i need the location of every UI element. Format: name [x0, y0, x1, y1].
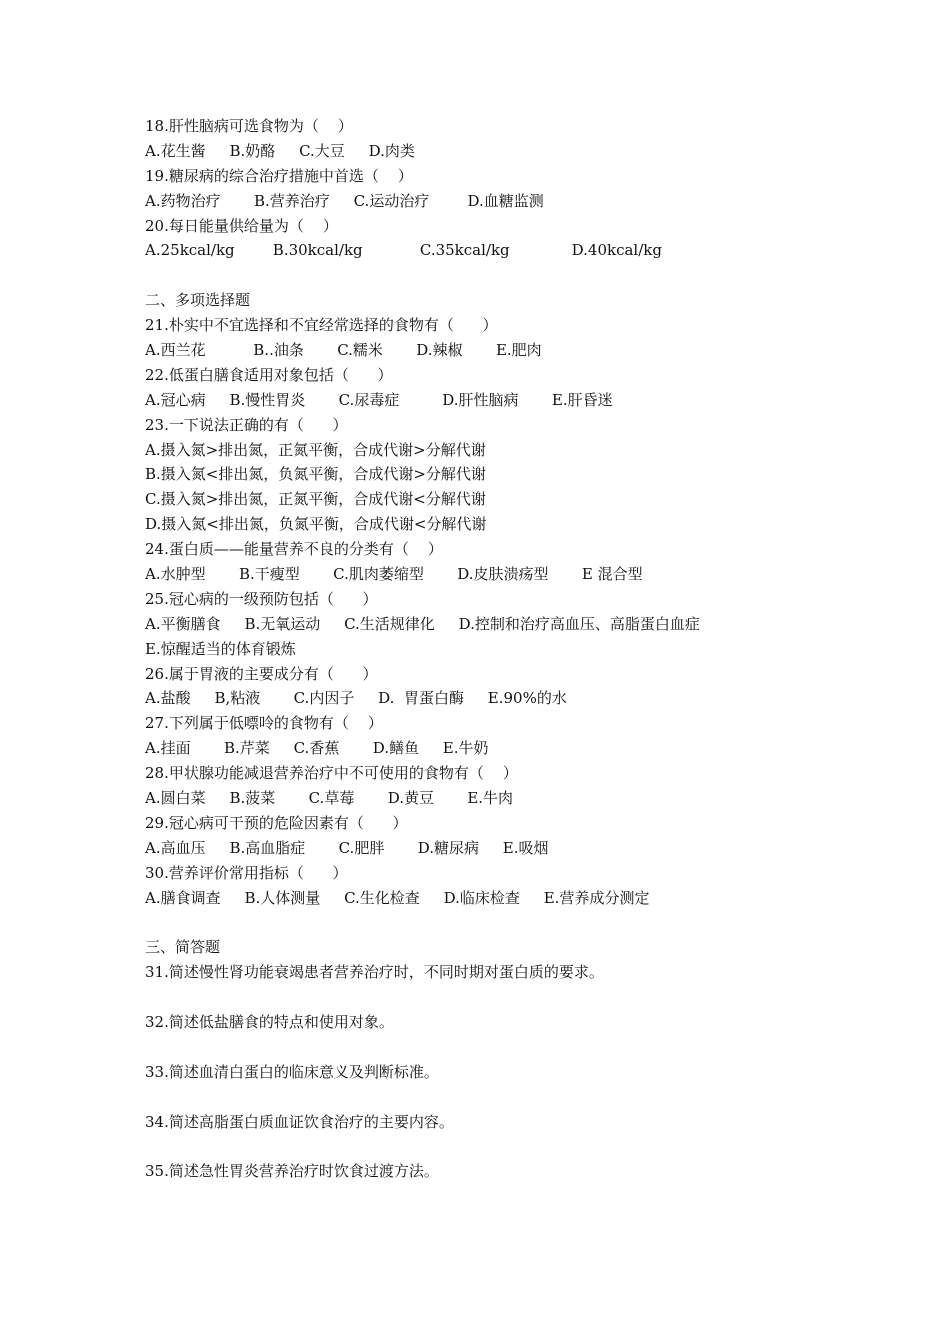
text-line: A.摄入氮>排出氮，正氮平衡，合成代谢>分解代谢	[145, 440, 486, 459]
text-line: 34.简述高脂蛋白质血证饮食治疗的主要内容。	[145, 1112, 454, 1131]
text-line: A.25kcal/kg B.30kcal/kg C.35kcal/kg D.40kcal/kg	[145, 241, 662, 260]
text-line: 32.简述低盐膳食的特点和使用对象。	[145, 1013, 394, 1032]
text-line: 35.简述急性胃炎营养治疗时饮食过渡方法。	[145, 1162, 439, 1181]
blank-line	[145, 1085, 845, 1110]
text-line: D.摄入氮<排出氮，负氮平衡，合成代谢<分解代谢	[145, 515, 487, 534]
text-line: 三、简答题	[145, 938, 221, 957]
text-line: 33.简述血清白蛋白的临床意义及判断标准。	[145, 1062, 439, 1081]
text-line: 23.一下说法正确的有（ ）	[145, 415, 348, 434]
document-page	[145, 114, 845, 1184]
text-line: 二、多项选择题	[145, 291, 251, 310]
text-line: A.冠心病 B.慢性胃炎 C.尿毒症 D.肝性脑病 E.肝昏迷	[145, 390, 613, 409]
text-line: 30.营养评价常用指标（ ）	[145, 863, 348, 882]
text-line: 25.冠心病的一级预防包括（ ）	[145, 589, 378, 608]
text-line: A.高血压 B.高血脂症 C.肥胖 D.糖尿病 E.吸烟	[145, 838, 549, 857]
text-line: A.圆白菜 B.菠菜 C.草莓 D.黄豆 E.牛肉	[145, 789, 514, 808]
blank-line	[145, 1035, 845, 1060]
text-line: A.药物治疗 B.营养治疗 C.运动治疗 D.血糖监测	[145, 191, 544, 210]
text-line: A.花生酱 B.奶酪 C.大豆 D.肉类	[145, 141, 415, 160]
text-line: 27.下列属于低嘌呤的食物有（ ）	[145, 714, 383, 733]
text-line: A.膳食调查 B.人体测量 C.生化检查 D.临床检查 E.营养成分测定	[145, 888, 650, 907]
text-line: A.平衡膳食 B.无氧运动 C.生活规律化 D.控制和治疗高血压、高脂蛋白血症	[145, 614, 700, 633]
text-line: C.摄入氮>排出氮，正氮平衡，合成代谢<分解代谢	[145, 490, 486, 509]
text-line: 26.属于胃液的主要成分有（ ）	[145, 664, 378, 683]
text-line: 19.糖尿病的综合治疗措施中首选（ ）	[145, 166, 413, 185]
text-line: B.摄入氮<排出氮，负氮平衡，合成代谢>分解代谢	[145, 465, 486, 484]
text-line: 31.简述慢性肾功能衰竭患者营养治疗时，不同时期对蛋白质的要求。	[145, 963, 604, 982]
text-line: A.水肿型 B.干瘦型 C.肌肉萎缩型 D.皮肤溃疡型 E 混合型	[145, 565, 643, 584]
text-line: 18.肝性脑病可选食物为（ ）	[145, 117, 353, 135]
text-line: 28.甲状腺功能减退营养治疗中不可使用的食物有（ ）	[145, 764, 518, 783]
text-line: A.盐酸 B,粘液 C.内因子 D. 胃蛋白酶 E.90%的水	[145, 689, 567, 708]
text-line: 22.低蛋白膳食适用对象包括（ ）	[145, 365, 393, 384]
blank-line	[145, 1135, 845, 1160]
blank-line	[145, 985, 845, 1010]
text-line: E.惊醒适当的体育锻炼	[145, 639, 296, 658]
text-line: A.西兰花 B..油条 C.糯米 D.辣椒 E.肥肉	[145, 341, 542, 360]
blank-line	[145, 263, 845, 288]
text-line: A.挂面 B.芹菜 C.香蕉 D.鳝鱼 E.牛奶	[145, 739, 489, 758]
text-line: 21.朴实中不宜选择和不宜经常选择的食物有（ ）	[145, 316, 498, 335]
blank-line	[145, 911, 845, 936]
text-line: 24.蛋白质——能量营养不良的分类有（ ）	[145, 540, 443, 559]
text-line: 20.每日能量供给量为（ ）	[145, 216, 338, 235]
text-line: 29.冠心病可干预的危险因素有（ ）	[145, 813, 408, 832]
